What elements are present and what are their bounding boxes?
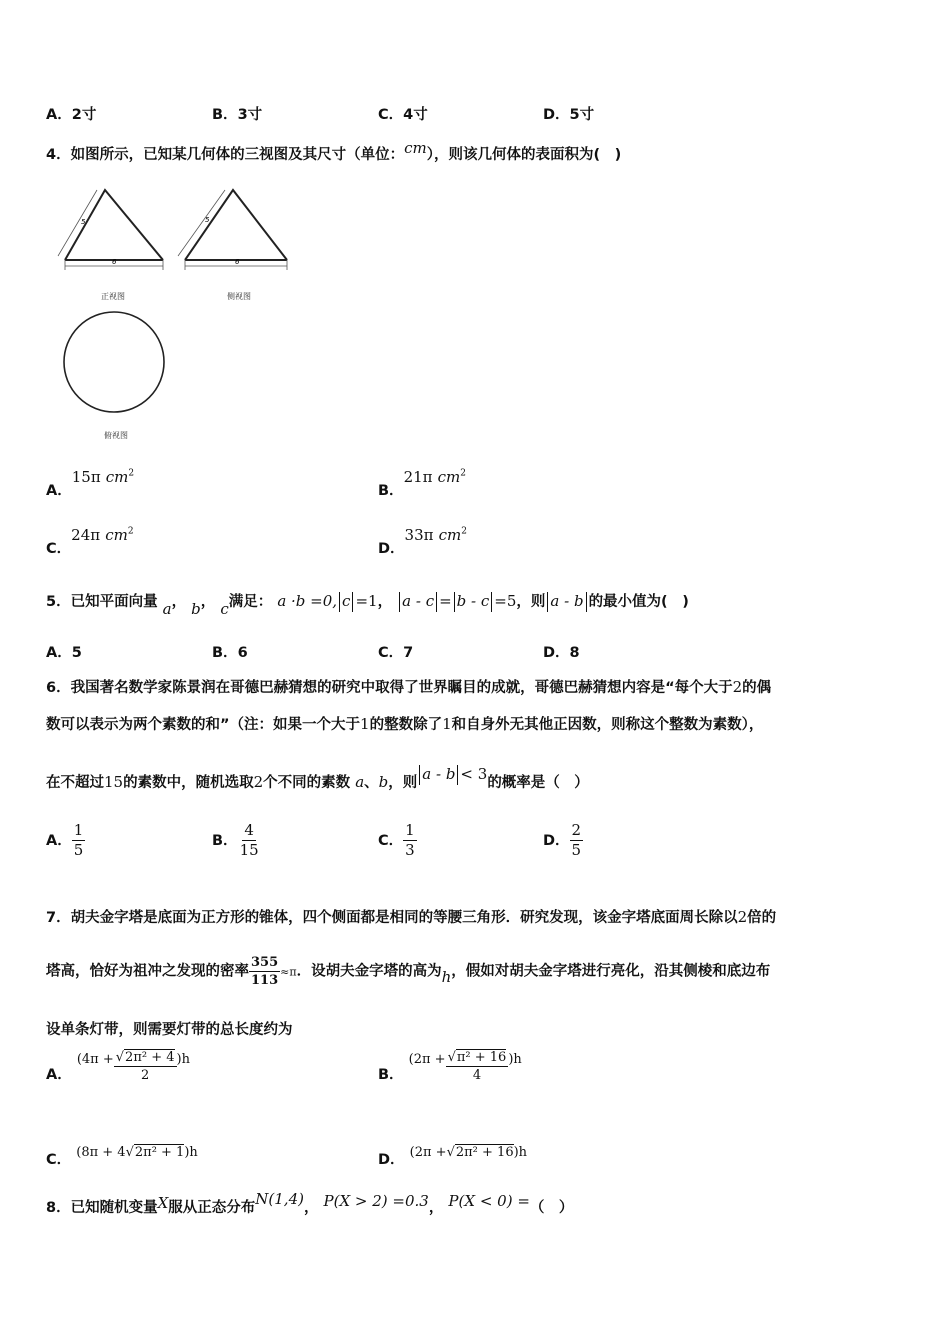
q4-stem: 4．如图所示，已知某几何体的三视图及其尺寸（单位：cm），则该几何体的表面积为( ) bbox=[46, 139, 622, 163]
q6-option-c: C． $\frac{1}{3}$ bbox=[378, 821, 415, 859]
top-view-circle bbox=[64, 312, 164, 412]
front-view-triangle bbox=[65, 190, 163, 260]
front-view-slant-label: 5 bbox=[81, 218, 86, 226]
q6-option-a: A． $\frac{1}{5}$ bbox=[46, 821, 84, 859]
front-view-base-label: 6 bbox=[112, 258, 117, 266]
q6-stem-line-3: 在不超过15的素数中，随机选取2个不同的素数 a、b，则 a - b < 3的概率是（ ） bbox=[46, 765, 589, 791]
q7-stem-line-2: 塔高，恰好为祖冲之发现的密率 $\frac{355}{113}$ ≈π．设胡夫金字塔的高为h，假如对胡夫金字塔进行亮化，沿其侧棱和底边布 bbox=[46, 955, 771, 988]
q3-option-b: B．3寸 bbox=[212, 107, 263, 123]
q4-option-d: D．33π $cm^2$ bbox=[378, 526, 467, 557]
q7-option-a: A． $^{(4\pi +}$ $\frac{\text{√2π² + 4}}{2}$ $^{)h}$ bbox=[46, 1050, 190, 1083]
front-view-caption: 正视图 bbox=[101, 292, 125, 301]
top-view-caption: 俯视图 bbox=[104, 431, 128, 440]
q3-option-c: C．4寸 bbox=[378, 107, 428, 123]
q4-option-c: C．24π $cm^2$ bbox=[46, 526, 134, 557]
q6-option-b: B． $\frac{4}{15}$ bbox=[212, 821, 259, 859]
top-view-figure bbox=[60, 310, 170, 420]
q7-option-d: D． (2π +√2π² + 16)h bbox=[378, 1145, 528, 1168]
q5-stem: 5．已知平面向量 a， b， c满足： a ·b =0, c =1， a - c = b - c =5，则 a - b 的最小值为( ) bbox=[46, 592, 689, 618]
q7-stem-line-3: 设单条灯带，则需要灯带的总长度约为 bbox=[46, 1022, 293, 1038]
q5-option-a: A．5 bbox=[46, 645, 82, 661]
q6-option-d: D． $\frac{2}{5}$ bbox=[543, 821, 582, 859]
q4-option-b: B．21π $cm^2$ bbox=[378, 468, 466, 499]
q5-option-b: B．6 bbox=[212, 645, 248, 661]
q7-option-c: C． (8π + 4√2π² + 1)h bbox=[46, 1145, 198, 1168]
front-view-figure bbox=[55, 182, 170, 272]
side-view-caption: 侧视图 bbox=[227, 292, 251, 301]
q4-option-a: A．15π $cm^2$ bbox=[46, 468, 135, 499]
q6-stem-line-1: 6．我国著名数学家陈景润在哥德巴赫猜想的研究中取得了世界瞩目的成就，哥德巴赫猜想内容是“每个大于2的偶 bbox=[46, 678, 772, 696]
q3-option-d: D．5寸 bbox=[543, 107, 595, 123]
q5-option-d: D．8 bbox=[543, 645, 580, 661]
q6-stem-line-2: 数可以表示为两个素数的和”（注：如果一个大于1的整数除了1和自身外无其他正因数，则称这个整数为素数）， bbox=[46, 715, 764, 733]
q7-option-b: B． $^{(2\pi +}$ $\frac{\text{√π² + 16}}{4}$ $^{)h}$ bbox=[378, 1050, 522, 1083]
side-view-slant-label: 5 bbox=[205, 216, 210, 224]
side-view-figure bbox=[175, 182, 295, 272]
side-view-base-label: 6 bbox=[235, 258, 240, 266]
q8-stem: 8．已知随机变量X服从正态分布N(1,4)， P(X > 2) =0.3， P(X < 0) =（ ） bbox=[46, 1190, 574, 1216]
q7-stem-line-1: 7．胡夫金字塔是底面为正方形的锥体，四个侧面都是相同的等腰三角形．研究发现，该金字塔底面周长除以2倍的 bbox=[46, 908, 777, 926]
q5-option-c: C．7 bbox=[378, 645, 414, 661]
q3-option-a: A．2寸 bbox=[46, 107, 97, 123]
